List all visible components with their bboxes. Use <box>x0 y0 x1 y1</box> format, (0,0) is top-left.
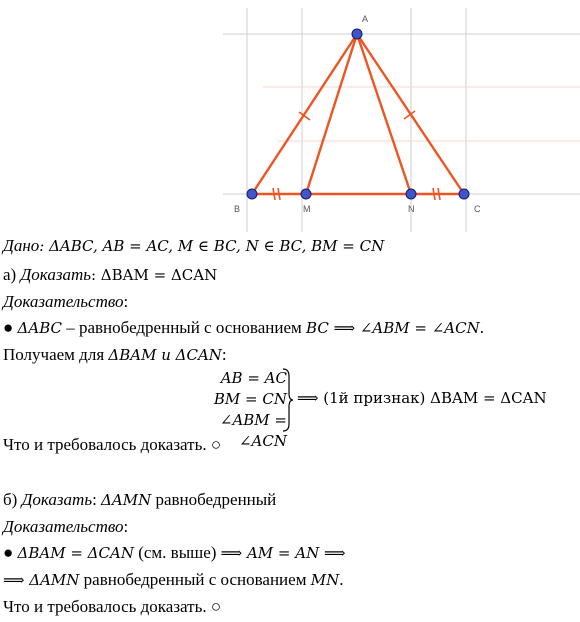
system-row: BM = CN <box>213 390 287 408</box>
part-b-task-label: Доказать <box>21 490 93 509</box>
part-b-line1-math-a: ΔBAM = ΔCAN <box>17 544 134 562</box>
system-row: ∠ABM = ∠ACN <box>219 411 287 450</box>
point-m <box>301 189 311 199</box>
system-rows <box>175 368 287 450</box>
given-label: Дано <box>3 236 40 255</box>
equality-system <box>155 368 575 450</box>
label-m: M <box>303 204 311 214</box>
part-a-line1-math-b: BC ⟹ ∠ABM = ∠ACN <box>306 319 480 337</box>
side-ab <box>252 34 357 194</box>
part-a-task <box>3 265 217 285</box>
part-b-line1 <box>3 543 345 563</box>
part-a-proof-heading <box>3 292 128 312</box>
part-a-task-label: Доказать <box>20 265 91 284</box>
part-a-line1-end: . <box>479 318 484 337</box>
part-a-line2-end: : <box>221 345 227 364</box>
faint-grid <box>263 87 580 141</box>
label-a: A <box>362 14 369 24</box>
part-a-line1 <box>3 318 484 338</box>
part-b-proof-heading <box>3 517 128 537</box>
part-b-line2-end: . <box>339 570 344 589</box>
part-b-line2-text: равнобедренный с основанием <box>79 570 311 589</box>
triangle-figure <box>218 0 580 232</box>
point-a <box>352 29 362 39</box>
part-b-line1-math-b: ⟹ AM = AN ⟹ <box>220 544 346 562</box>
part-b-proof-colon: : <box>123 517 129 536</box>
points <box>247 29 469 199</box>
part-b-task-text: равнобедренный <box>151 490 277 509</box>
label-b: B <box>234 204 241 214</box>
part-a-prefix: а) <box>3 265 21 284</box>
part-b-line2 <box>3 570 343 590</box>
part-b-line2-math-b: MN <box>310 571 340 589</box>
part-b-task-math: ΔAMN <box>101 491 152 509</box>
part-a-task-text: : ΔBAM = ΔCAN <box>90 266 218 284</box>
part-a-proof-colon: : <box>123 292 129 311</box>
system-row: AB = AC <box>220 369 287 387</box>
part-b-prefix: б) <box>3 490 22 509</box>
label-n: N <box>408 204 415 214</box>
part-b-proof-label: Доказательство <box>3 517 124 536</box>
part-a-proof-label: Доказательство <box>3 292 124 311</box>
part-b-task-colon: : <box>92 490 102 509</box>
part-b-task <box>3 490 276 510</box>
part-a-line1-math-a: ΔABC <box>17 319 62 337</box>
point-b <box>247 189 257 199</box>
part-a-line2-math: ΔBAM и ΔCAN <box>108 346 222 364</box>
segment-am <box>306 34 357 194</box>
label-c: C <box>474 204 481 214</box>
part-a-line2 <box>3 345 227 365</box>
part-b-line2-math-a: ⟹ ΔAMN <box>3 571 80 589</box>
point-c <box>459 189 469 199</box>
bullet-icon: ● <box>3 543 14 562</box>
given-text: : ΔABC, AB = AC, M ∈ BC, N ∈ BC, BM = CN <box>39 237 385 255</box>
triangle-sides <box>252 34 464 194</box>
bullet-icon: ● <box>3 318 14 337</box>
part-b-qed: Что и требовалось доказать. ○ <box>3 597 222 616</box>
part-a-line1-text: – равнобедренный с основанием <box>61 318 307 337</box>
grid <box>223 8 580 232</box>
right-brace-icon <box>282 368 294 432</box>
part-a-line2-text: Получаем для <box>3 345 109 364</box>
part-a-qed: Что и требовалось доказать. ○ <box>3 435 222 454</box>
given-line <box>3 236 384 256</box>
system-conclusion: ⟹ (1й признак) ΔBAM = ΔCAN <box>297 389 547 407</box>
segment-an <box>357 34 411 194</box>
part-b-line1-text: (см. выше) <box>133 543 221 562</box>
point-n <box>406 189 416 199</box>
